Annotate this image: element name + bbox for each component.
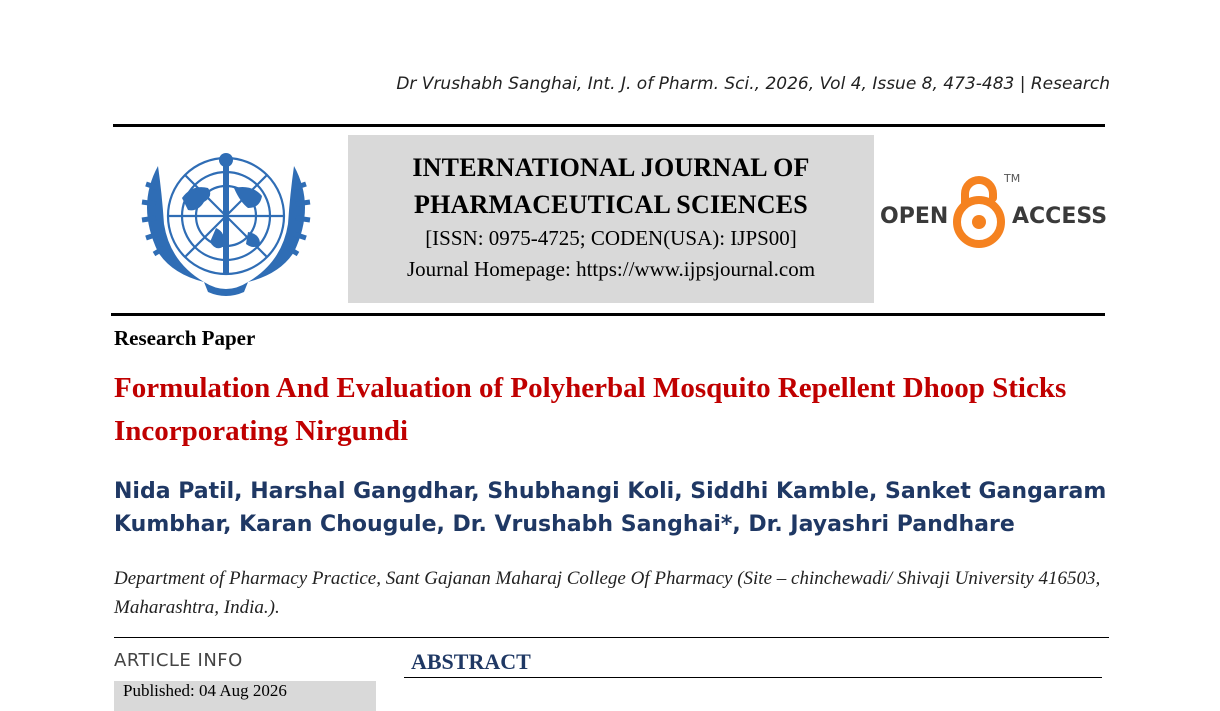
open-access-lock-icon: [878, 164, 1110, 254]
abstract-underline: [404, 677, 1102, 678]
published-date: Published: 04 Aug 2026: [114, 681, 376, 711]
journal-identifiers: [ISSN: 0975-4725; CODEN(USA): IJPS00]: [425, 226, 797, 250]
affiliation: Department of Pharmacy Practice, Sant Gajanan Maharaj College Of Pharmacy (Site – chinchewadi/ Shivaji University 416503, Maharashtra, India.).: [114, 568, 1101, 618]
journal-name-line2: PHARMACEUTICAL SCIENCES: [414, 190, 808, 219]
abstract-heading: ABSTRACT: [411, 649, 531, 674]
paper-type: Research Paper: [114, 326, 256, 350]
journal-masthead: [348, 135, 874, 303]
open-access-left-text: OPEN: [880, 204, 949, 229]
article-info-heading: ARTICLE INFO: [114, 650, 243, 671]
trademark-text: TM: [1004, 172, 1021, 185]
header-bottom-rule: [111, 313, 1105, 316]
section-divider: [114, 637, 1109, 638]
open-access-right-text: ACCESS: [1012, 204, 1108, 229]
un-emblem-icon: [124, 136, 328, 306]
paper-title: Formulation And Evaluation of Polyherbal Mosquito Repellent Dhoop Sticks Incorporating Nirgundi: [114, 372, 1067, 447]
journal-name-line1: INTERNATIONAL JOURNAL OF: [412, 153, 810, 182]
journal-homepage[interactable]: Journal Homepage: https://www.ijpsjournal.com: [406, 257, 816, 281]
running-head: Dr Vrushabh Sanghai, Int. J. of Pharm. Sci., 2026, Vol 4, Issue 8, 473-483 | Research: [396, 74, 1110, 94]
header-top-rule: [113, 124, 1105, 127]
author-list: Nida Patil, Harshal Gangdhar, Shubhangi Koli, Siddhi Kamble, Sanket Gangaram Kumbhar, Karan Chougule, Dr. Vrushabh Sanghai*, Dr. Jayashri Pandhare: [114, 479, 1107, 537]
